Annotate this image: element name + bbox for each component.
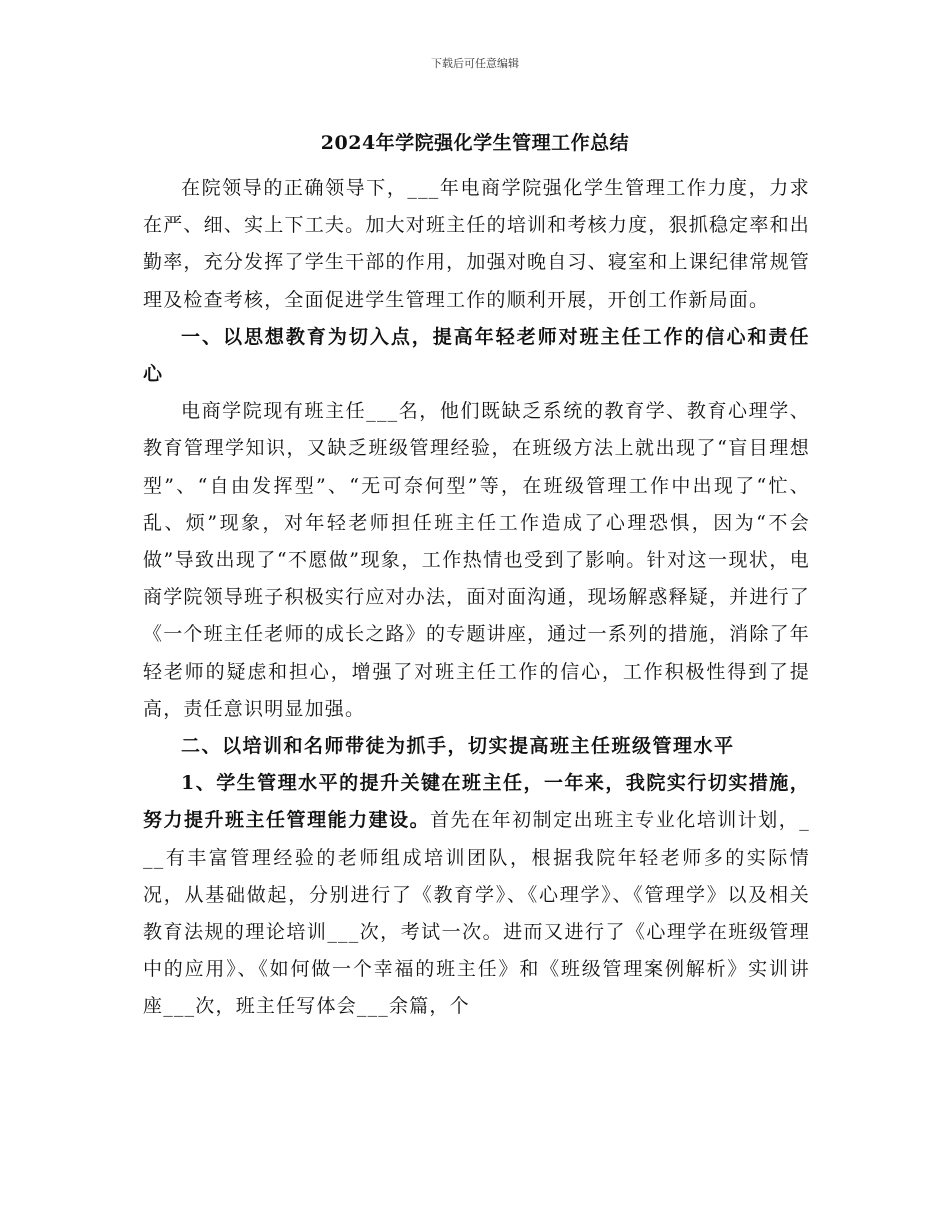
document-title: 2024年学院强化学生管理工作总结 xyxy=(320,132,630,154)
section-1-paragraph: 电商学院现有班主任___名，他们既缺乏系统的教育学、教育心理学、教育管理学知识，又缺乏班级管理经验，在班级方法上就出现了“盲目理想型”、“自由发挥型”、“无可奈何型”等，在班级管理工作中出现了“忙、乱、烦”现象，对年轻老师担任班主任工作造成了心理恐惧，因为“不会做”导致出现了“不愿做”现象，工作热情也受到了影响。针对这一现状，电商学院领导班子积极实行应对办法，面对面沟通，现场解惑释疑，并进行了《一个班主任老师的成长之路》的专题讲座，通过一系列的措施，消除了年轻老师的疑虑和担心，增强了对班主任工作的信心，工作积极性得到了提高，责任意识明显加强。 xyxy=(143,400,810,720)
page-header-note: 下载后可任意编辑 xyxy=(431,57,519,70)
section-2-heading: 二、以培训和名师带徒为抓手，切实提高班主任班级管理水平 xyxy=(181,735,735,758)
document-body xyxy=(143,170,810,1026)
section-1-heading: 一、以思想教育为切入点，提高年轻老师对班主任工作的信心和责任心 xyxy=(143,325,810,386)
intro-paragraph: 在院领导的正确领导下，___年电商学院强化学生管理工作力度，力求在严、细、实上下工夫。加大对班主任的培训和考核力度，狠抓稳定率和出勤率，充分发挥了学生干部的作用，加强对晚自习、寝室和上课纪律常规管理及检查考核，全面促进学生管理工作的顺利开展，开创工作新局面。 xyxy=(143,177,810,311)
section-2-item-1-lead: 1、学生管理水平的提升关键在班主任，一年来，我院实行切实措施，努力提升班主任管理能力建设。 xyxy=(143,772,810,832)
section-2-item-1-body: 首先在年初制定出班主专业化培训计划，___有丰富管理经验的老师组成培训团队，根据我院年轻老师多的实际情况，从基础做起，分别进行了《教育学》、《心理学》、《管理学》以及相关教育法规的理论培训___次，考试一次。进而又进行了《心理学在班级管理中的应用》、《如何做一个幸福的班主任》和《班级管理案例解析》实训讲座___次，班主任写体会___余篇，个 xyxy=(143,809,810,1018)
section-2-item-1-paragraph xyxy=(143,765,810,1025)
